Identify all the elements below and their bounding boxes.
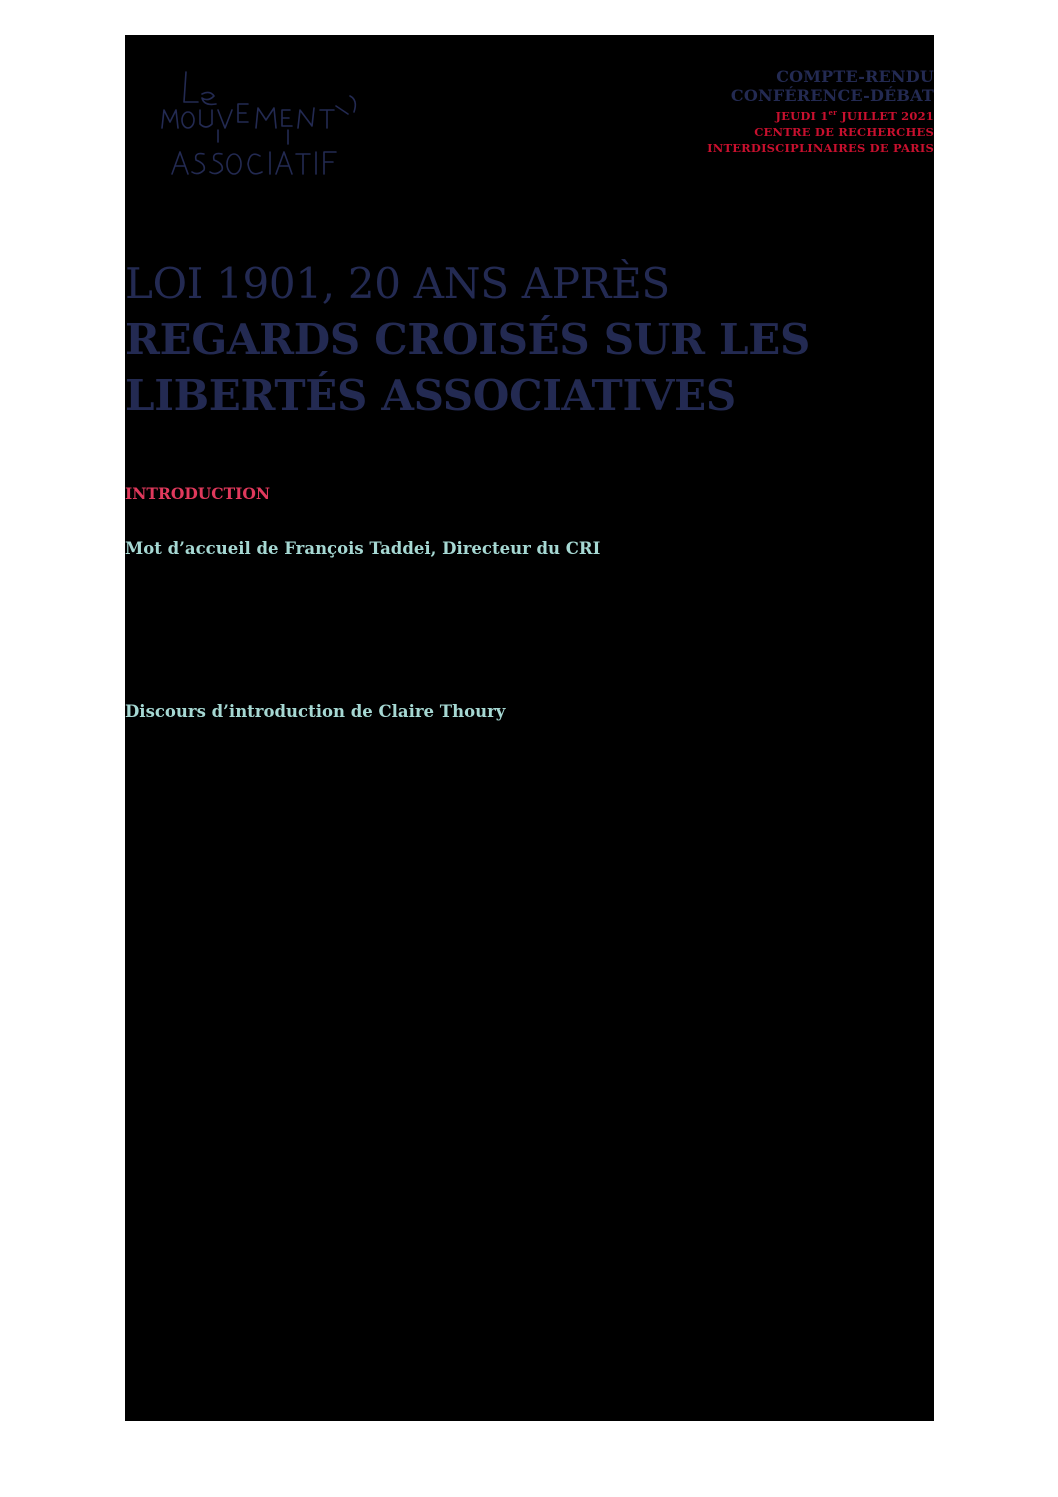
report-type: COMPTE-RENDU	[776, 67, 934, 86]
title-line-2: REGARDS CROISÉS SUR LES	[125, 315, 810, 364]
speech-title-introduction: Discours d’introduction de Claire Thoury	[125, 702, 506, 721]
speech-title-welcome: Mot d’accueil de François Taddei, Directeur du CRI	[125, 539, 601, 558]
venue-line-1: CENTRE DE RECHERCHES	[754, 124, 934, 139]
event-header	[707, 67, 934, 156]
event-date: JEUDI 1er JUILLET 2021	[775, 108, 934, 123]
title-line-3: LIBERTÉS ASSOCIATIVES	[125, 371, 736, 420]
content-block	[125, 35, 934, 1421]
venue-line-2: INTERDISCIPLINAIRES DE PARIS	[707, 140, 934, 155]
event-type: CONFÉRENCE-DÉBAT	[730, 86, 934, 105]
section-heading-introduction: INTRODUCTION	[125, 484, 271, 503]
title-line-1: LOI 1901, 20 ANS APRÈS	[125, 259, 670, 308]
document-title	[125, 256, 885, 424]
le-mouvement-associatif-logo	[158, 66, 363, 178]
